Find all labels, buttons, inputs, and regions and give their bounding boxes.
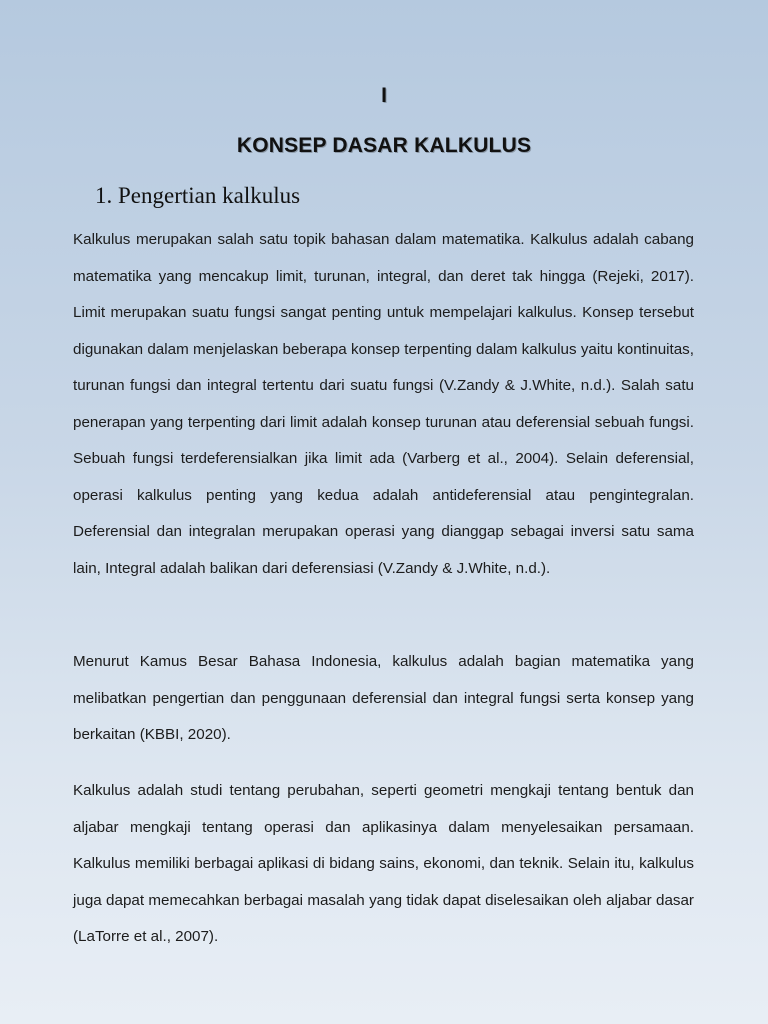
chapter-number: I <box>381 84 387 107</box>
chapter-title: KONSEP DASAR KALKULUS <box>236 134 532 157</box>
section-heading: 1. Pengertian kalkulus <box>95 183 301 208</box>
body-paragraph-1: Kalkulus merupakan salah satu topik bahasan dalam matematika. Kalkulus adalah cabang matematika yang mencakup limit, turunan, integral, dan deret tak hingga (Rejeki, 2017). Limit merupakan suatu fungsi sangat penting untuk mempelajari kalkulus. Konsep tersebut digunakan dalam menjelaskan beberapa konsep terpenting dalam kalkulus yaitu kontinuitas, turunan fungsi dan integral tertentu dari suatu fungsi (V.Zandy & J.White, n.d.). Salah satu penerapan yang terpenting dari limit adalah konsep turunan atau deferensial sebuah fungsi. Sebuah fungsi terdeferensialkan jika limit ada (Varberg et al., 2004). Selain deferensial, operasi kalkulus penting yang kedua adalah antideferensial atau pengintegralan. Deferensial dan integralan merupakan operasi yang dianggap sebagai inversi satu sama lain, Integral adalah balikan dari deferensiasi (V.Zandy & J.White, n.d.). <box>73 231 694 577</box>
body-paragraph-2: Menurut Kamus Besar Bahasa Indonesia, kalkulus adalah bagian matematika yang melibatkan pengertian dan penggunaan deferensial dan integral fungsi serta konsep yang berkaitan (KBBI, 2020). <box>73 653 694 743</box>
body-paragraph-3: Kalkulus adalah studi tentang perubahan, seperti geometri mengkaji tentang bentuk dan aljabar mengkaji tentang operasi dan aplikasinya dalam menyelesaikan persamaan. Kalkulus memiliki berbagai aplikasi di bidang sains, ekonomi, dan teknik. Selain itu, kalkulus juga dapat memecahkan berbagai masalah yang tidak dapat diselesaikan oleh aljabar dasar (LaTorre et al., 2007). <box>73 782 694 945</box>
